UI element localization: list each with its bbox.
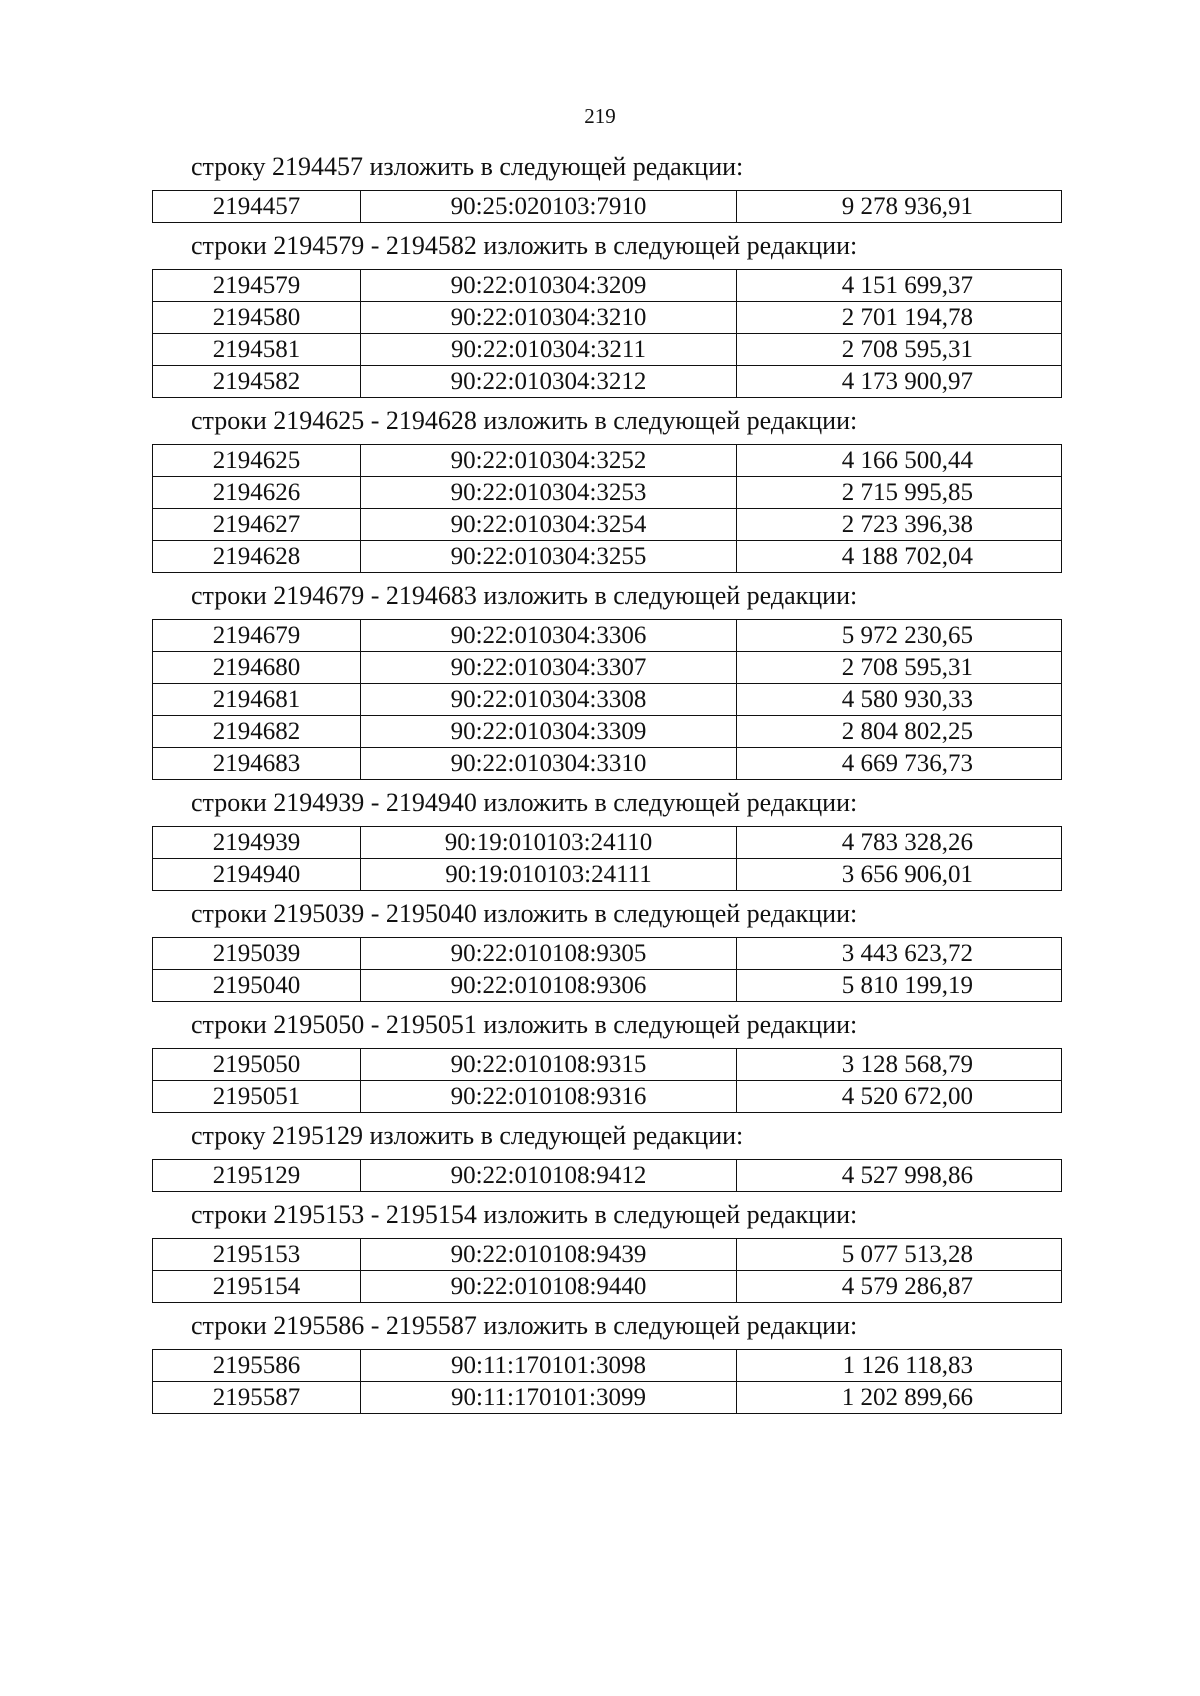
row-number-cell: 2195153 — [153, 1239, 361, 1271]
row-number-cell: 2195040 — [153, 970, 361, 1002]
cadastral-value-cell: 4 580 930,33 — [737, 684, 1062, 716]
amendment-section — [0, 1306, 1200, 1414]
replacement-table — [152, 1349, 1062, 1414]
cadastral-number-cell: 90:22:010304:3254 — [361, 509, 737, 541]
cadastral-number-cell: 90:22:010304:3212 — [361, 366, 737, 398]
row-number-cell: 2195039 — [153, 938, 361, 970]
cadastral-value-cell: 4 166 500,44 — [737, 445, 1062, 477]
row-number-cell: 2195051 — [153, 1081, 361, 1113]
row-number-cell: 2195050 — [153, 1049, 361, 1081]
table-row — [153, 509, 1062, 541]
row-number-cell: 2194940 — [153, 859, 361, 891]
amendment-section — [0, 226, 1200, 398]
table-row — [153, 191, 1062, 223]
replacement-table — [152, 269, 1062, 398]
table-row — [153, 1239, 1062, 1271]
table-row — [153, 859, 1062, 891]
cadastral-number-cell: 90:19:010103:24110 — [361, 827, 737, 859]
cadastral-value-cell: 5 972 230,65 — [737, 620, 1062, 652]
cadastral-number-cell: 90:22:010108:9315 — [361, 1049, 737, 1081]
row-number-cell: 2194457 — [153, 191, 361, 223]
row-number-cell: 2194579 — [153, 270, 361, 302]
replacement-table — [152, 826, 1062, 891]
cadastral-value-cell: 4 527 998,86 — [737, 1160, 1062, 1192]
table-row — [153, 827, 1062, 859]
cadastral-value-cell: 3 656 906,01 — [737, 859, 1062, 891]
table-row — [153, 684, 1062, 716]
cadastral-number-cell: 90:22:010304:3255 — [361, 541, 737, 573]
cadastral-value-cell: 4 188 702,04 — [737, 541, 1062, 573]
row-number-cell: 2195587 — [153, 1382, 361, 1414]
cadastral-number-cell: 90:22:010108:9439 — [361, 1239, 737, 1271]
cadastral-value-cell: 9 278 936,91 — [737, 191, 1062, 223]
section-heading: строку 2195129 изложить в следующей редакции: — [191, 1121, 744, 1150]
amendment-section — [0, 1195, 1200, 1303]
table-row — [153, 477, 1062, 509]
cadastral-value-cell: 3 128 568,79 — [737, 1049, 1062, 1081]
row-number-cell: 2194682 — [153, 716, 361, 748]
table-row — [153, 302, 1062, 334]
table-row — [153, 652, 1062, 684]
replacement-table — [152, 619, 1062, 780]
cadastral-value-cell: 2 715 995,85 — [737, 477, 1062, 509]
amendment-section — [0, 783, 1200, 891]
table-row — [153, 938, 1062, 970]
section-heading: строки 2194939 - 2194940 изложить в следующей редакции: — [191, 788, 858, 817]
amendment-section — [0, 576, 1200, 780]
row-number-cell: 2195586 — [153, 1350, 361, 1382]
cadastral-value-cell: 2 708 595,31 — [737, 334, 1062, 366]
cadastral-number-cell: 90:22:010304:3307 — [361, 652, 737, 684]
cadastral-value-cell: 4 669 736,73 — [737, 748, 1062, 780]
table-row — [153, 366, 1062, 398]
section-heading: строки 2195586 - 2195587 изложить в следующей редакции: — [191, 1311, 858, 1340]
table-row — [153, 620, 1062, 652]
row-number-cell: 2194939 — [153, 827, 361, 859]
table-row — [153, 1271, 1062, 1303]
cadastral-number-cell: 90:22:010304:3310 — [361, 748, 737, 780]
section-heading: строки 2195050 - 2195051 изложить в следующей редакции: — [191, 1010, 858, 1039]
amendment-section — [0, 894, 1200, 1002]
cadastral-number-cell: 90:22:010304:3252 — [361, 445, 737, 477]
table-row — [153, 716, 1062, 748]
row-number-cell: 2194679 — [153, 620, 361, 652]
cadastral-number-cell: 90:19:010103:24111 — [361, 859, 737, 891]
section-heading: строки 2194579 - 2194582 изложить в следующей редакции: — [191, 231, 858, 260]
replacement-table — [152, 1159, 1062, 1192]
cadastral-value-cell: 2 723 396,38 — [737, 509, 1062, 541]
replacement-table — [152, 1048, 1062, 1113]
cadastral-number-cell: 90:22:010304:3209 — [361, 270, 737, 302]
row-number-cell: 2194580 — [153, 302, 361, 334]
row-number-cell: 2195154 — [153, 1271, 361, 1303]
cadastral-number-cell: 90:22:010108:9305 — [361, 938, 737, 970]
cadastral-value-cell: 3 443 623,72 — [737, 938, 1062, 970]
table-row — [153, 541, 1062, 573]
cadastral-value-cell: 5 810 199,19 — [737, 970, 1062, 1002]
cadastral-number-cell: 90:22:010108:9412 — [361, 1160, 737, 1192]
cadastral-number-cell: 90:22:010304:3309 — [361, 716, 737, 748]
cadastral-number-cell: 90:22:010304:3253 — [361, 477, 737, 509]
cadastral-value-cell: 4 520 672,00 — [737, 1081, 1062, 1113]
cadastral-number-cell: 90:11:170101:3099 — [361, 1382, 737, 1414]
row-number-cell: 2194683 — [153, 748, 361, 780]
amendment-section — [0, 1116, 1200, 1192]
table-row — [153, 445, 1062, 477]
cadastral-number-cell: 90:22:010304:3308 — [361, 684, 737, 716]
replacement-table — [152, 1238, 1062, 1303]
cadastral-number-cell: 90:25:020103:7910 — [361, 191, 737, 223]
row-number-cell: 2195129 — [153, 1160, 361, 1192]
table-row — [153, 748, 1062, 780]
cadastral-value-cell: 4 783 328,26 — [737, 827, 1062, 859]
table-row — [153, 1160, 1062, 1192]
section-heading: строки 2195039 - 2195040 изложить в следующей редакции: — [191, 899, 858, 928]
table-row — [153, 270, 1062, 302]
cadastral-number-cell: 90:22:010108:9316 — [361, 1081, 737, 1113]
row-number-cell: 2194627 — [153, 509, 361, 541]
cadastral-value-cell: 1 202 899,66 — [737, 1382, 1062, 1414]
table-row — [153, 1049, 1062, 1081]
section-heading: строки 2195153 - 2195154 изложить в следующей редакции: — [191, 1200, 858, 1229]
cadastral-number-cell: 90:22:010108:9440 — [361, 1271, 737, 1303]
section-heading: строки 2194625 - 2194628 изложить в следующей редакции: — [191, 406, 858, 435]
cadastral-value-cell: 4 173 900,97 — [737, 366, 1062, 398]
amendment-section — [0, 147, 1200, 223]
table-row — [153, 970, 1062, 1002]
row-number-cell: 2194625 — [153, 445, 361, 477]
cadastral-value-cell: 2 708 595,31 — [737, 652, 1062, 684]
page-number: 219 — [584, 104, 616, 128]
row-number-cell: 2194681 — [153, 684, 361, 716]
cadastral-value-cell: 4 151 699,37 — [737, 270, 1062, 302]
row-number-cell: 2194581 — [153, 334, 361, 366]
row-number-cell: 2194680 — [153, 652, 361, 684]
cadastral-value-cell: 4 579 286,87 — [737, 1271, 1062, 1303]
section-heading: строки 2194679 - 2194683 изложить в следующей редакции: — [191, 581, 858, 610]
cadastral-number-cell: 90:22:010108:9306 — [361, 970, 737, 1002]
replacement-table — [152, 190, 1062, 223]
cadastral-number-cell: 90:22:010304:3211 — [361, 334, 737, 366]
cadastral-value-cell: 1 126 118,83 — [737, 1350, 1062, 1382]
section-heading: строку 2194457 изложить в следующей редакции: — [191, 152, 744, 181]
cadastral-number-cell: 90:22:010304:3210 — [361, 302, 737, 334]
row-number-cell: 2194626 — [153, 477, 361, 509]
table-row — [153, 1350, 1062, 1382]
cadastral-value-cell: 5 077 513,28 — [737, 1239, 1062, 1271]
cadastral-value-cell: 2 804 802,25 — [737, 716, 1062, 748]
replacement-table — [152, 444, 1062, 573]
table-row — [153, 1081, 1062, 1113]
replacement-table — [152, 937, 1062, 1002]
cadastral-value-cell: 2 701 194,78 — [737, 302, 1062, 334]
row-number-cell: 2194582 — [153, 366, 361, 398]
cadastral-number-cell: 90:11:170101:3098 — [361, 1350, 737, 1382]
amendment-section — [0, 401, 1200, 573]
amendment-sections — [0, 147, 1200, 1417]
row-number-cell: 2194628 — [153, 541, 361, 573]
table-row — [153, 1382, 1062, 1414]
amendment-section — [0, 1005, 1200, 1113]
table-row — [153, 334, 1062, 366]
cadastral-number-cell: 90:22:010304:3306 — [361, 620, 737, 652]
